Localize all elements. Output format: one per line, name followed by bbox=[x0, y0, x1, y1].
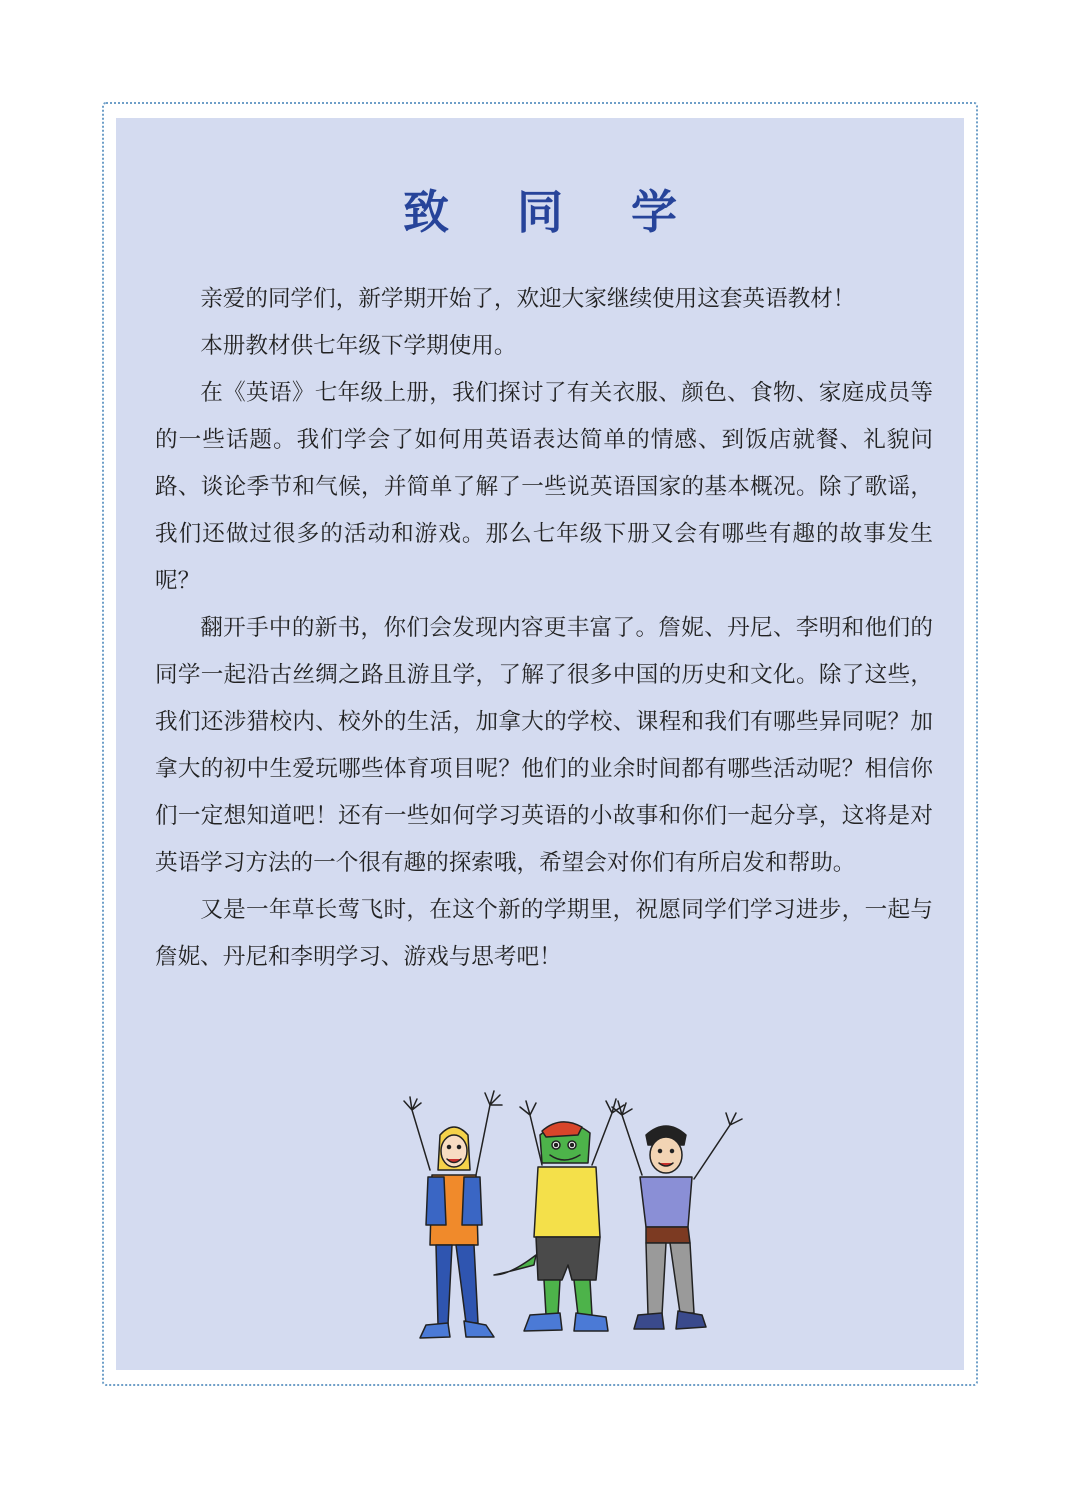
paragraph: 本册教材供七年级下学期使用。 bbox=[200, 333, 517, 359]
cartoon-characters-illustration bbox=[390, 1075, 760, 1350]
page-title: 致 同 学 bbox=[402, 185, 704, 239]
paragraph: 亲爱的同学们，新学期开始了，欢迎大家继续使用这套英语教材！ bbox=[200, 286, 856, 312]
dinosaur-character bbox=[494, 1099, 624, 1331]
boy-character bbox=[612, 1101, 742, 1329]
paragraph: 在《英语》七年级上册，我们探讨了有关衣服、颜色、食物、家庭成员等的一些话题。我们学会了如何用英语表达简单的情感、到饭店就餐、礼貌问路、谈论季节和气候，并简单了解了一些说英语国家的基本概况。除了歌谣，我们还做过很多的活动和游戏。那么七年级下册又会有哪些有趣的故事发生呢？ bbox=[155, 380, 933, 594]
letter-body bbox=[155, 276, 933, 981]
paragraph: 又是一年草长莺飞时，在这个新的学期里，祝愿同学们学习进步，一起与詹妮、丹尼和李明学习、游戏与思考吧！ bbox=[155, 897, 933, 970]
paragraph: 翻开手中的新书，你们会发现内容更丰富了。詹妮、丹尼、李明和他们的同学一起沿古丝绸之路且游且学，了解了很多中国的历史和文化。除了这些，我们还涉猎校内、校外的生活，加拿大的学校、课程和我们有哪些异同呢？加拿大的初中生爱玩哪些体育项目呢？他们的业余时间都有哪些活动呢？相信你们一定想知道吧！还有一些如何学习英语的小故事和你们一起分享，这将是对英语学习方法的一个很有趣的探索哦，希望会对你们有所启发和帮助。 bbox=[155, 615, 933, 876]
girl-character bbox=[404, 1091, 502, 1338]
